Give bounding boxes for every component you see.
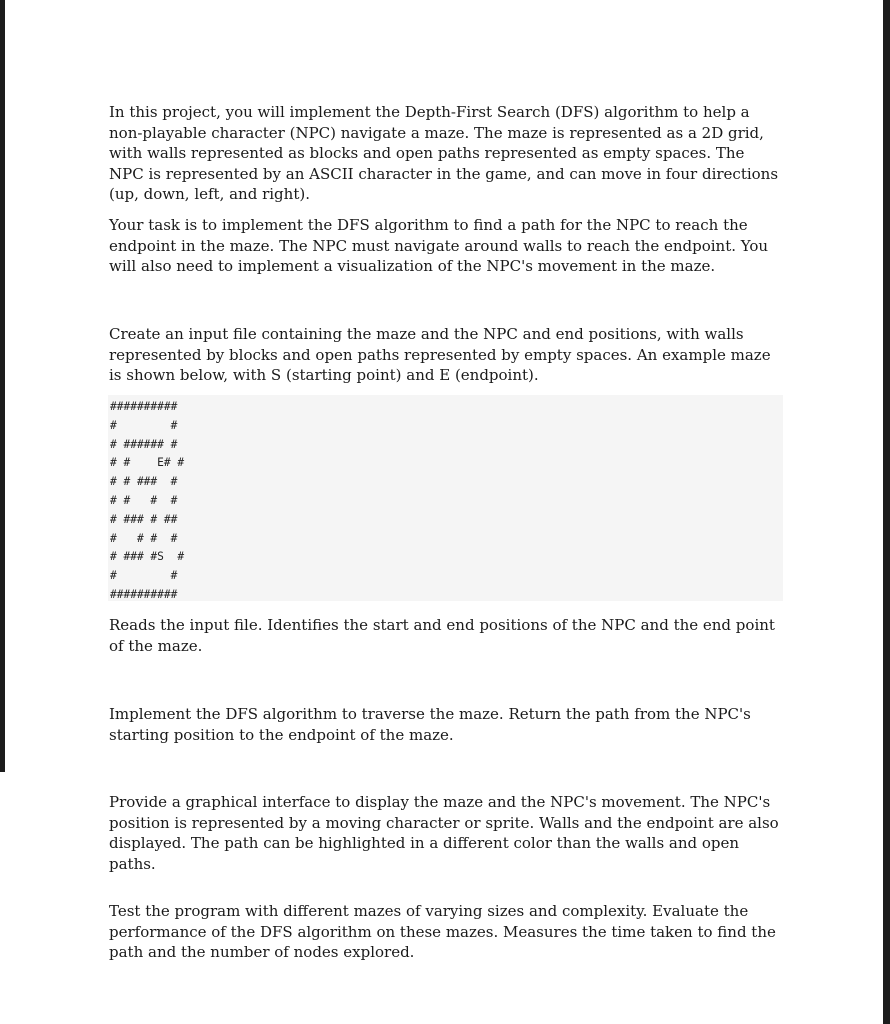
intro-block — [109, 102, 781, 205]
test-paragraph: Test the program with different mazes of varying sizes and complexity. Evaluate the performance of the DFS algorithm on these mazes. Measures the time taken to find the path and the number of nodes explored. — [109, 902, 776, 961]
reads-block — [109, 615, 781, 656]
task-block — [109, 215, 781, 277]
gui-paragraph: Provide a graphical interface to display the maze and the NPC's movement. The NPC's position is represented by a moving character or sprite. Walls and the endpoint are also displayed. The path can be highlighted in a different color than the walls and open paths. — [109, 793, 779, 873]
input-file-block — [109, 324, 781, 386]
reads-paragraph: Reads the input file. Identifies the start and end positions of the NPC and the end point of the maze. — [109, 616, 775, 655]
maze-code-block — [108, 395, 783, 601]
test-block — [109, 901, 781, 963]
left-border — [0, 0, 5, 772]
input-file-paragraph: Create an input file containing the maze and the NPC and end positions, with walls represented by blocks and open paths represented by empty spaces. An example maze is shown below, with S (starting point) and E (endpoint). — [109, 325, 771, 384]
task-paragraph: Your task is to implement the DFS algorithm to find a path for the NPC to reach the endpoint in the maze. The NPC must navigate around walls to reach the endpoint. You will also need to implement a visualization of the NPC's movement in the maze. — [109, 216, 769, 275]
intro-paragraph: In this project, you will implement the Depth-First Search (DFS) algorithm to help a non-playable character (NPC) navigate a maze. The maze is represented as a 2D grid, with walls represented as blocks and open paths represented as empty spaces. The NPC is represented by an ASCII character in the game, and can move in four directions (up, down, left, and right). — [109, 103, 779, 203]
right-border — [883, 0, 890, 1024]
implement-paragraph: Implement the DFS algorithm to traverse the maze. Return the path from the NPC's starting position to the endpoint of the maze. — [109, 705, 751, 744]
maze-example: ########## # # # ###### # # # E# # # # ### # # # # # # ### # ## # # # # # ### #S # # # ########## — [110, 400, 185, 601]
implement-block — [109, 704, 781, 745]
gui-block — [109, 792, 781, 874]
